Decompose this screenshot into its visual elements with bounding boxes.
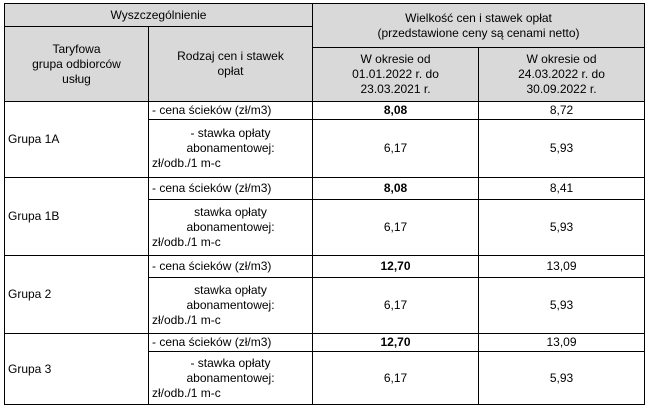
table-row bbox=[5, 102, 645, 120]
tariff-table bbox=[4, 3, 645, 405]
fee-label: - cena ścieków (zł/m3) bbox=[149, 178, 313, 200]
table-row bbox=[5, 256, 645, 278]
kind-header: Rodzaj cen i stawek opłat bbox=[149, 27, 313, 102]
fee-value-period-1: 12,70 bbox=[313, 334, 479, 352]
table-row bbox=[5, 334, 645, 352]
fee-value-period-1: 12,70 bbox=[313, 256, 479, 278]
subscription-value-period-1: 6,17 bbox=[313, 352, 479, 405]
fee-value-period-1: 8,08 bbox=[313, 178, 479, 200]
group-name: Grupa 2 bbox=[5, 256, 149, 334]
fee-value-period-2: 13,09 bbox=[479, 334, 645, 352]
fee-label: - cena ścieków (zł/m3) bbox=[149, 334, 313, 352]
subscription-value-period-2: 5,93 bbox=[479, 200, 645, 256]
subscription-value-period-1: 6,17 bbox=[313, 120, 479, 178]
group-name: Grupa 3 bbox=[5, 334, 149, 405]
fee-value-period-2: 8,41 bbox=[479, 178, 645, 200]
fee-value-period-2: 8,72 bbox=[479, 102, 645, 120]
header-row-top bbox=[5, 4, 645, 27]
fee-value-period-1: 8,08 bbox=[313, 102, 479, 120]
subscription-value-period-2: 5,93 bbox=[479, 278, 645, 334]
period-1-header: W okresie od 01.01.2022 r. do 23.03.2021 r. bbox=[313, 48, 479, 102]
subscription-value-period-1: 6,17 bbox=[313, 200, 479, 256]
subscription-value-period-2: 5,93 bbox=[479, 120, 645, 178]
subscription-label: stawka opłaty abonamentowej: zł/odb./1 m-c bbox=[149, 278, 313, 334]
subscription-label: - stawka opłaty abonamentowej: zł/odb./1 m-c bbox=[149, 120, 313, 178]
subscription-label: - stawka opłaty abonamentowej: zł/odb./1 m-c bbox=[149, 352, 313, 405]
fee-value-period-2: 13,09 bbox=[479, 256, 645, 278]
period-2-header: W okresie od 24.03.2022 r. do 30.09.2022 r. bbox=[479, 48, 645, 102]
fee-label: - cena ścieków (zł/m3) bbox=[149, 256, 313, 278]
subscription-label: stawka opłaty abonamentowej: zł/odb./1 m-c bbox=[149, 200, 313, 256]
subscription-value-period-2: 5,93 bbox=[479, 352, 645, 405]
subscription-value-period-1: 6,17 bbox=[313, 278, 479, 334]
group-name: Grupa 1A bbox=[5, 102, 149, 178]
group-header: Taryfowa grupa odbiorców usług bbox=[5, 27, 149, 102]
price-size-header: Wielkość cen i stawek opłat (przedstawione ceny są cenami netto) bbox=[313, 4, 645, 48]
table-row bbox=[5, 178, 645, 200]
spec-header: Wyszczególnienie bbox=[5, 4, 313, 27]
group-name: Grupa 1B bbox=[5, 178, 149, 256]
fee-label: - cena ścieków (zł/m3) bbox=[149, 102, 313, 120]
